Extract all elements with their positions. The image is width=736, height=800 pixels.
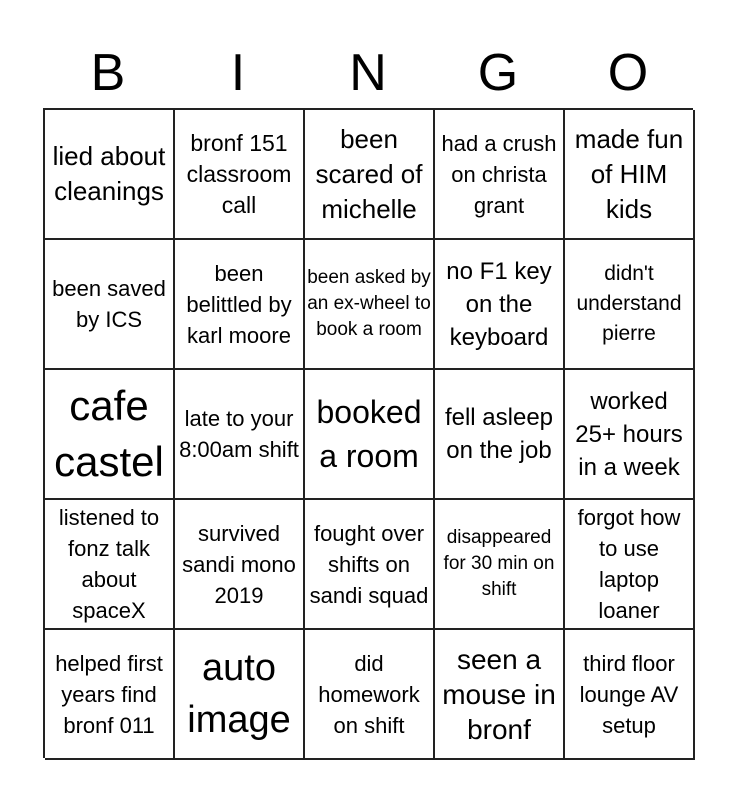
cell-text: been scared of michelle	[315, 123, 423, 224]
cell-text: forgot how to use laptop loaner	[577, 505, 681, 623]
cell-text: booked a room	[316, 394, 422, 474]
bingo-cell[interactable]	[45, 500, 175, 630]
cell-text: fought over shifts on sandi squad	[309, 520, 429, 608]
cell-text: made fun of HIM kids	[574, 123, 684, 224]
bingo-cell[interactable]	[435, 630, 565, 760]
header-letter-b: B	[90, 44, 126, 102]
cell-text: bronf 151 classroom call	[186, 129, 292, 218]
cell-text: had a crush on christa grant	[441, 130, 557, 218]
bingo-cell[interactable]	[565, 500, 695, 630]
cell-text: didn't understand pierre	[576, 262, 682, 345]
cell-text: cafe castel	[54, 382, 164, 485]
header-letter-n: N	[349, 44, 387, 102]
header-letter-g: G	[477, 44, 519, 102]
bingo-cell[interactable]	[565, 110, 695, 240]
cell-text: been belittled by karl moore	[186, 260, 292, 348]
cell-text: been asked by an ex-wheel to book a room	[307, 267, 431, 340]
bingo-cell[interactable]	[305, 500, 435, 630]
bingo-cell[interactable]	[175, 630, 305, 760]
bingo-cell[interactable]	[435, 110, 565, 240]
bingo-cell[interactable]	[565, 240, 695, 370]
cell-text: seen a mouse in bronf	[442, 643, 556, 745]
cell-text: survived sandi mono 2019	[182, 520, 296, 608]
cell-text: fell asleep on the job	[444, 404, 554, 464]
bingo-cell[interactable]	[305, 240, 435, 370]
bingo-cell[interactable]	[45, 630, 175, 760]
bingo-cell[interactable]	[175, 110, 305, 240]
bingo-cell[interactable]	[305, 110, 435, 240]
bingo-cell[interactable]	[305, 630, 435, 760]
bingo-cell[interactable]	[175, 240, 305, 370]
bingo-cell[interactable]	[305, 370, 435, 500]
bingo-cell[interactable]	[175, 370, 305, 500]
cell-text: worked 25+ hours in a week	[575, 387, 683, 481]
header-letter-o: O	[607, 44, 649, 102]
cell-text: late to your 8:00am shift	[179, 406, 299, 462]
cell-text: lied about cleanings	[52, 141, 166, 206]
bingo-cell[interactable]	[435, 240, 565, 370]
cell-text: no F1 key on the keyboard	[446, 257, 552, 351]
bingo-cell[interactable]	[45, 110, 175, 240]
cell-text: auto image	[187, 647, 291, 741]
bingo-cell[interactable]	[435, 370, 565, 500]
cell-text: listened to fonz talk about spaceX	[58, 505, 160, 623]
bingo-board	[43, 108, 693, 758]
bingo-cell[interactable]	[45, 370, 175, 500]
cell-text: did homework on shift	[318, 650, 420, 738]
cell-text: helped first years find bronf 011	[55, 650, 163, 738]
header-letter-i: I	[230, 44, 246, 102]
bingo-cell[interactable]	[565, 370, 695, 500]
bingo-cell[interactable]	[435, 500, 565, 630]
bingo-cell[interactable]	[175, 500, 305, 630]
bingo-cell[interactable]	[565, 630, 695, 760]
bingo-header	[43, 40, 693, 106]
cell-text: disappeared for 30 min on shift	[443, 527, 555, 600]
cell-text: third floor lounge AV setup	[579, 650, 679, 738]
cell-text: been saved by ICS	[52, 276, 166, 332]
bingo-cell[interactable]	[45, 240, 175, 370]
